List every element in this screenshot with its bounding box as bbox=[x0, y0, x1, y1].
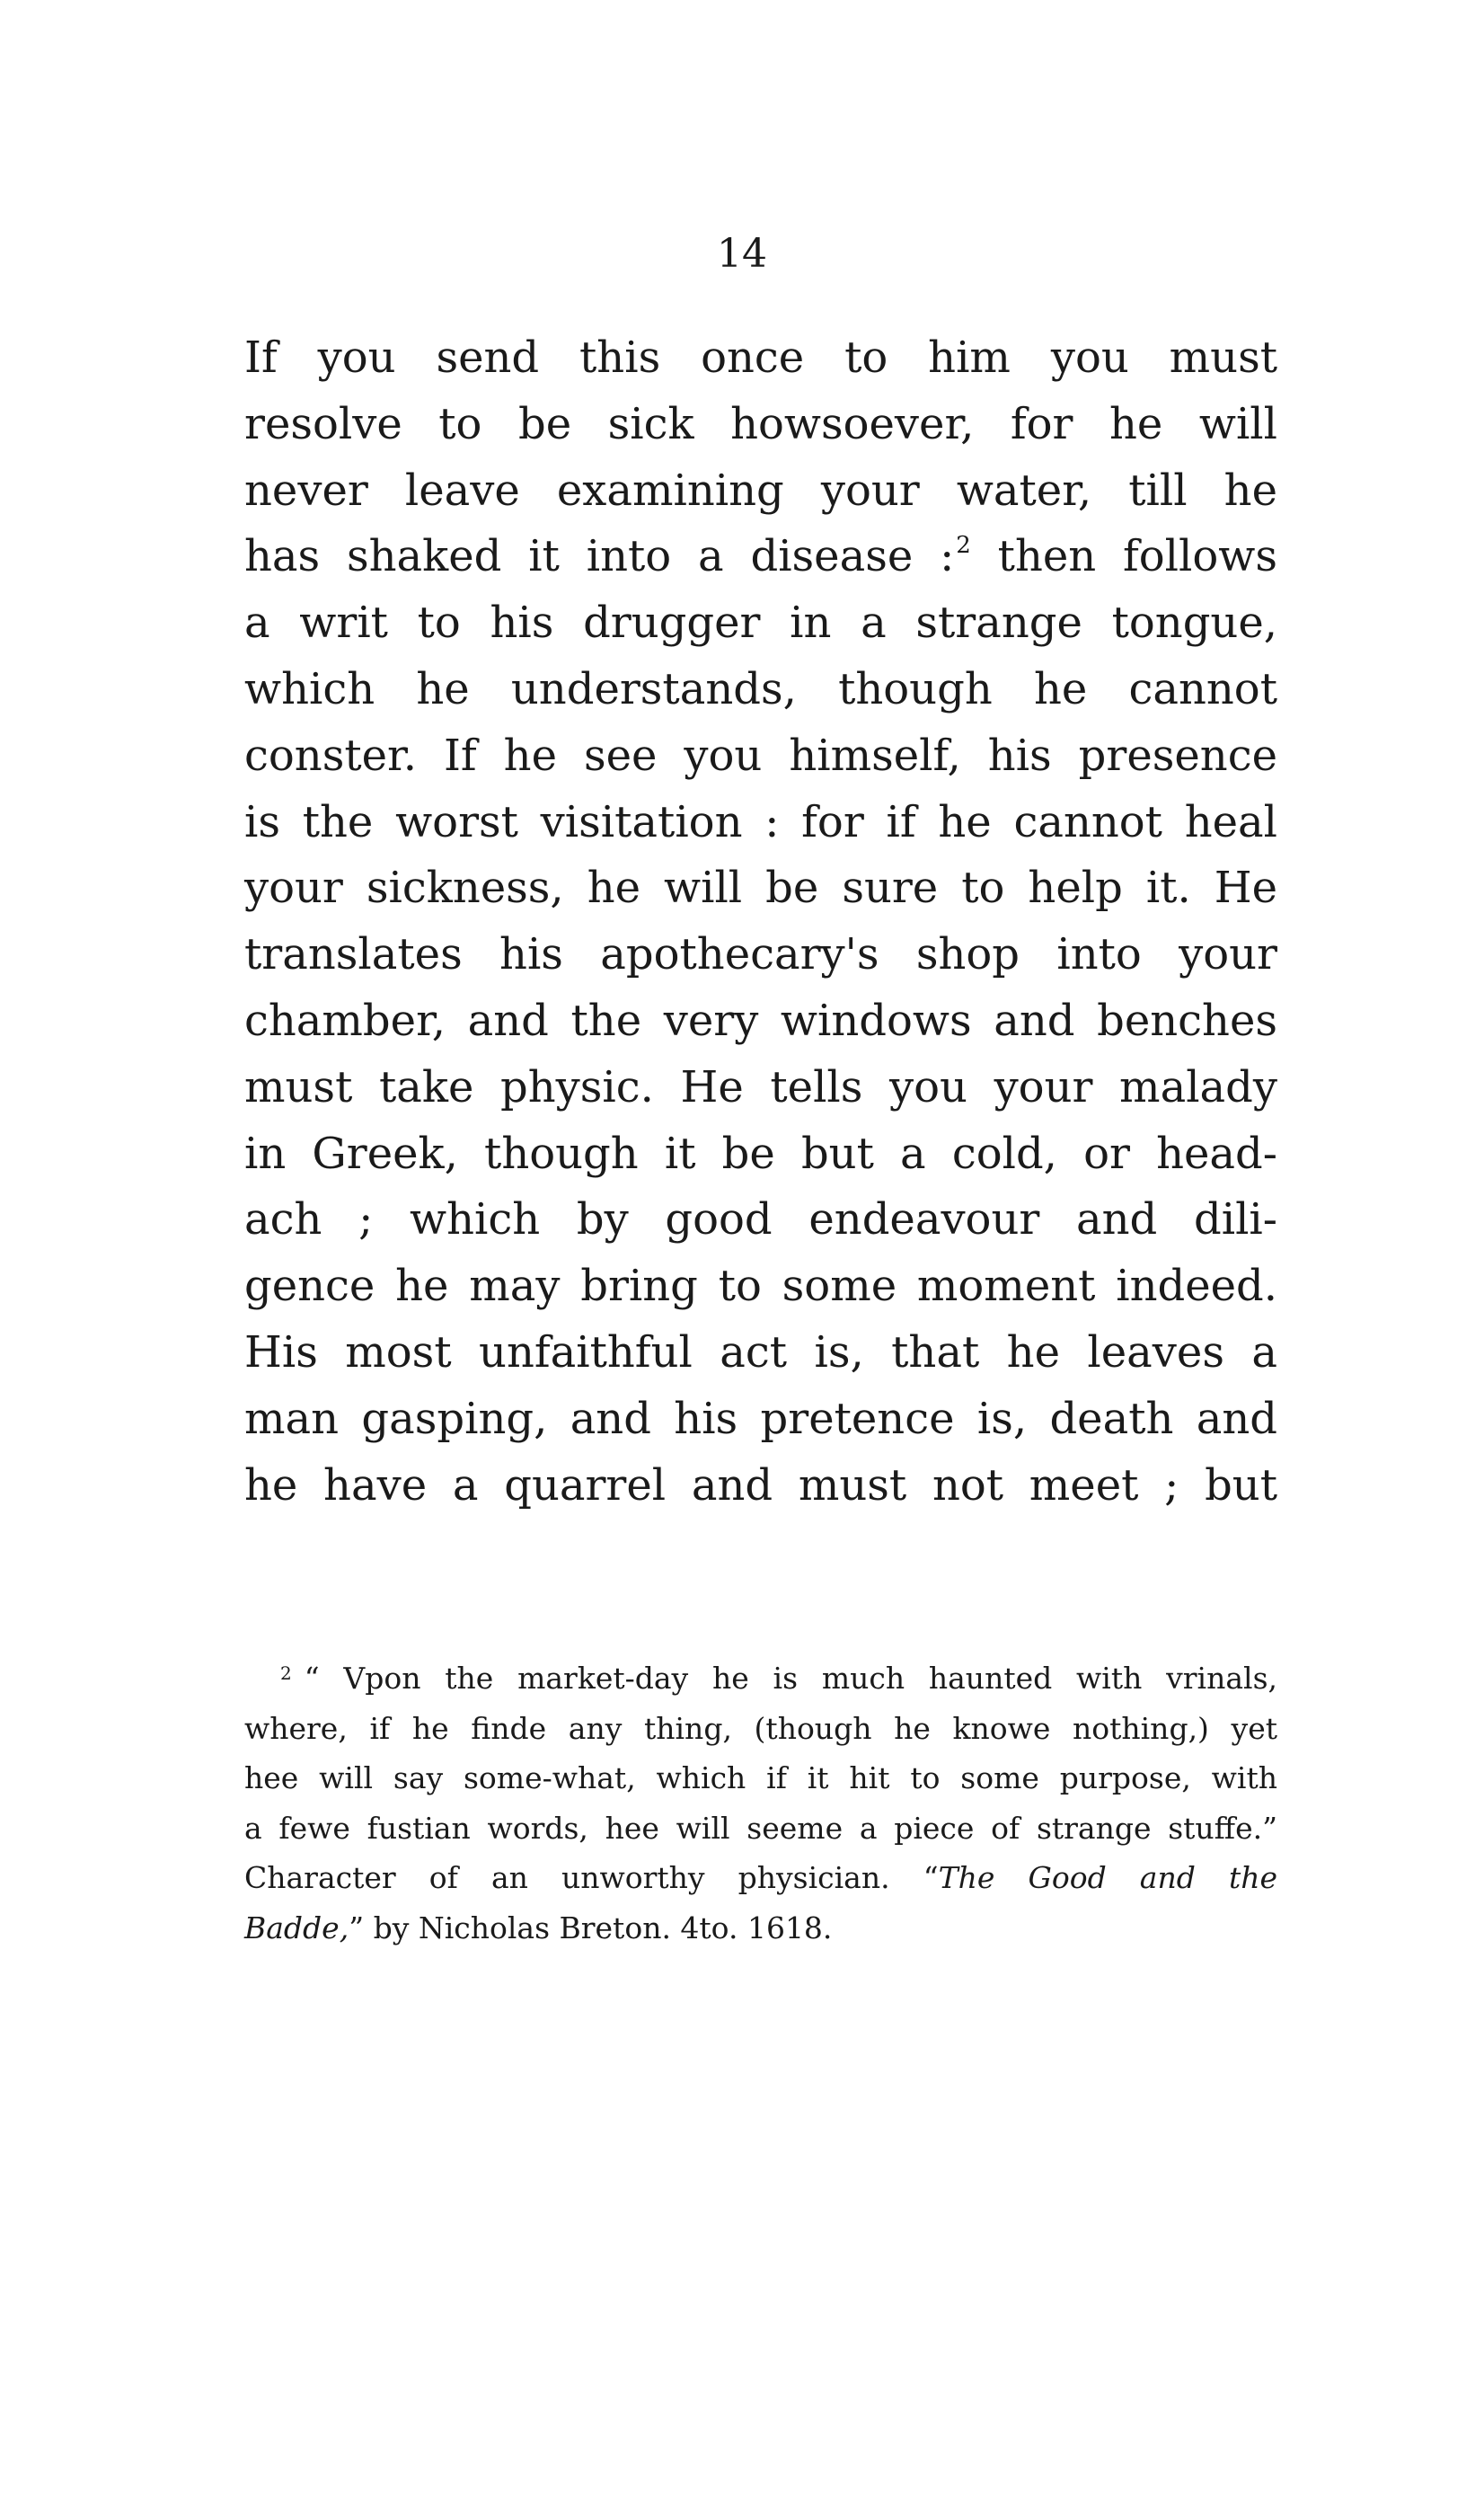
page-number: 14 bbox=[717, 231, 767, 277]
text-line-part: has shaked it into a disease : bbox=[244, 531, 955, 582]
text-line: gence he may bring to some moment indeed. bbox=[244, 1261, 1277, 1312]
body-text bbox=[244, 325, 1277, 1519]
footnote-marker: 2 bbox=[956, 532, 971, 560]
footnote-line: where, if he finde any thing, (though he knowe nothing,) yet bbox=[244, 1710, 1277, 1746]
footnote-line: hee will say some-what, which if it hit to some purpose, with bbox=[244, 1760, 1277, 1795]
footnote-number: 2 bbox=[280, 1662, 292, 1684]
footnote-title: The Good and the bbox=[938, 1860, 1277, 1895]
footnote-line bbox=[244, 1853, 1277, 1903]
text-line: in Greek, though it be but a cold, or head- bbox=[244, 1128, 1277, 1179]
footnote-line-text: Character of an unworthy physician. “ bbox=[244, 1860, 939, 1895]
footnote-citation: ” by Nicholas Breton. 4to. 1618. bbox=[349, 1910, 833, 1945]
footnote-line bbox=[244, 1653, 1277, 1704]
text-line: must take physic. He tells you your malady bbox=[244, 1061, 1277, 1112]
text-line: your sickness, he will be sure to help it. He bbox=[244, 863, 1277, 914]
footnote bbox=[244, 1653, 1277, 1953]
text-line: translates his apothecary's shop into your bbox=[244, 929, 1277, 980]
text-line: conster. If he see you himself, his presence bbox=[244, 730, 1277, 781]
footnote-title: Badde, bbox=[244, 1910, 349, 1945]
text-line-part: then follows bbox=[970, 531, 1278, 582]
text-line-with-footnote bbox=[244, 524, 1277, 590]
text-line: which he understands, though he cannot bbox=[244, 663, 1277, 714]
footnote-line: a fewe fustian words, hee will seeme a piece of strange stuffe.” bbox=[244, 1810, 1277, 1846]
footnote-line-text: “ Vpon the market-day he is much haunted with vrinals, bbox=[304, 1661, 1277, 1696]
text-line: is the worst visitation : for if he cannot heal bbox=[244, 796, 1277, 847]
text-line: man gasping, and his pretence is, death and bbox=[244, 1393, 1277, 1444]
text-line: chamber, and the very windows and benches bbox=[244, 995, 1277, 1046]
text-line: ach ; which by good endeavour and dili- bbox=[244, 1194, 1277, 1245]
text-line: he have a quarrel and must not meet ; but bbox=[244, 1459, 1277, 1511]
text-line: resolve to be sick howsoever, for he will bbox=[244, 398, 1277, 449]
text-line: His most unfaithful act is, that he leaves a bbox=[244, 1326, 1277, 1378]
text-line: If you send this once to him you must bbox=[244, 332, 1277, 383]
footnote-line bbox=[244, 1903, 1277, 1954]
text-line: a writ to his drugger in a strange tongue, bbox=[244, 598, 1277, 649]
text-line: never leave examining your water, till he bbox=[244, 465, 1277, 516]
